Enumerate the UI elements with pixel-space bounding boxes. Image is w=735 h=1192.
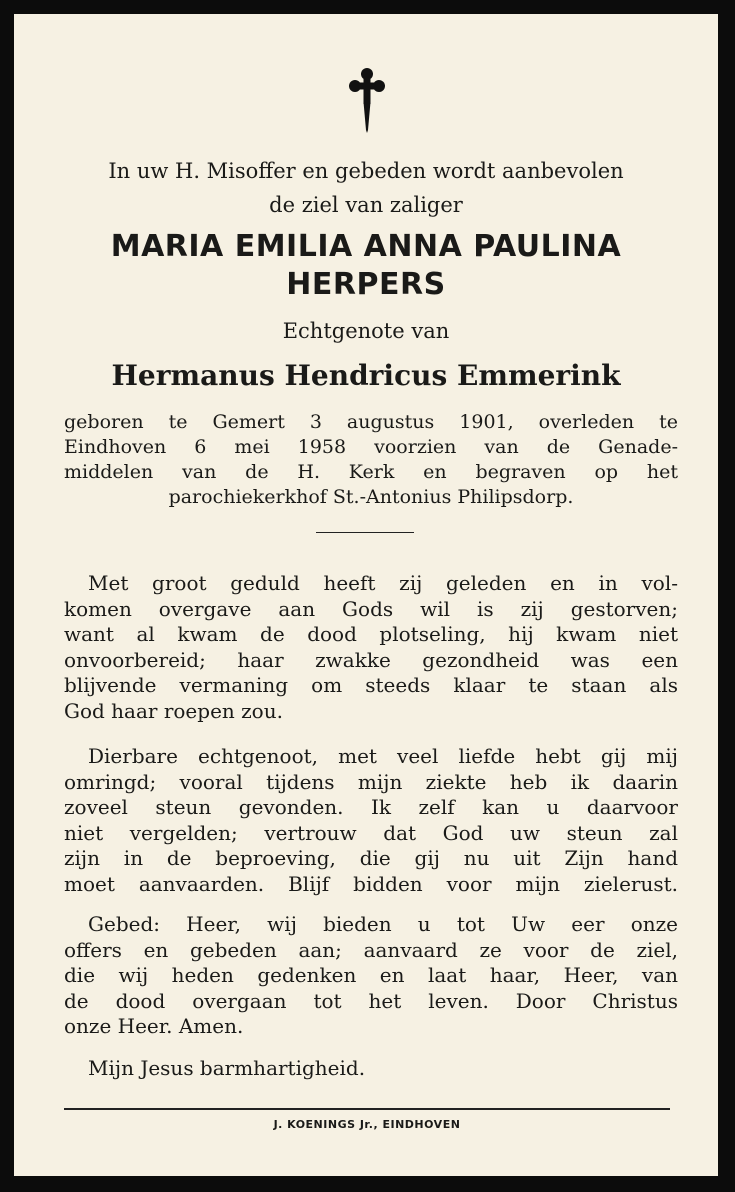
paragraph-line: onvoorbereid; haar zwakke gezondheid was een: [64, 647, 678, 672]
paragraph-line: want al kwam de dood plotseling, hij kwam niet: [64, 622, 678, 646]
paragraph-line: de dood overgaan tot het leven. Door Christus: [64, 988, 678, 1013]
paragraph-line: komen overgave aan Gods wil is zij gestorven;: [64, 596, 678, 621]
deceased-name-line: MARIA EMILIA ANNA PAULINA: [110, 229, 622, 264]
paragraph-spouse: [64, 744, 678, 897]
paragraph-line: onze Heer. Amen.: [64, 1014, 244, 1038]
cross-icon: [347, 66, 387, 136]
bio-line: geboren te Gemert 3 augustus 1901, overleden te: [64, 411, 678, 433]
paragraph-line: Dierbare echtgenoot, met veel liefde hebt gij mij: [88, 744, 678, 768]
intro-text: [54, 154, 678, 222]
paragraph-line: blijvende vermaning om steeds klaar te staan als: [64, 673, 678, 697]
footer-rule: [64, 1108, 670, 1110]
intro-line: In uw H. Misoffer en gebeden wordt aanbevolen: [108, 159, 624, 183]
paragraph-line: moet aanvaarden. Blijf bidden voor mijn zielerust.: [64, 871, 678, 896]
spouse-label: Echtgenote van: [282, 319, 450, 343]
paragraph-line: offers en gebeden aan; aanvaard ze voor de ziel,: [64, 937, 678, 962]
paragraph-farewell: [64, 571, 678, 724]
spouse-name: Hermanus Hendricus Emmerink: [111, 359, 621, 392]
paragraph-line: Met groot geduld heeft zij geleden en in vol-: [88, 571, 678, 595]
closing-prayer: Mijn Jesus barmhartigheid.: [88, 1056, 366, 1080]
divider: [316, 532, 414, 533]
paragraph-line: die wij heden gedenken en laat haar, Heer, van: [64, 963, 678, 987]
paragraph-line: zijn in de beproeving, die gij nu uit Zijn hand: [64, 846, 678, 870]
paragraph-line: niet vergelden; vertrouw dat God uw steun zal: [64, 820, 678, 845]
bio-line: parochiekerkhof St.-Antonius Philipsdorp.: [168, 486, 574, 508]
memorial-card: [14, 14, 718, 1176]
paragraph-line: God haar roepen zou.: [64, 698, 283, 723]
deceased-name-line: HERPERS: [286, 267, 446, 302]
intro-line: de ziel van zaliger: [269, 193, 463, 217]
paragraph-line: zoveel steun gevonden. Ik zelf kan u daarvoor: [64, 795, 678, 819]
paragraph-prayer: [64, 912, 678, 1040]
biography: [64, 410, 678, 510]
bio-line: middelen van de H. Kerk en begraven op het: [64, 461, 678, 483]
deceased-name: [44, 228, 688, 304]
printer-credit: J. KOENINGS Jr., EINDHOVEN: [273, 1118, 461, 1131]
paragraph-line: omringd; vooral tijdens mijn ziekte heb ik daarin: [64, 769, 678, 794]
paragraph-line: Gebed: Heer, wij bieden u tot Uw eer onze: [88, 912, 678, 936]
bio-line: Eindhoven 6 mei 1958 voorzien van de Genade-: [64, 436, 678, 458]
